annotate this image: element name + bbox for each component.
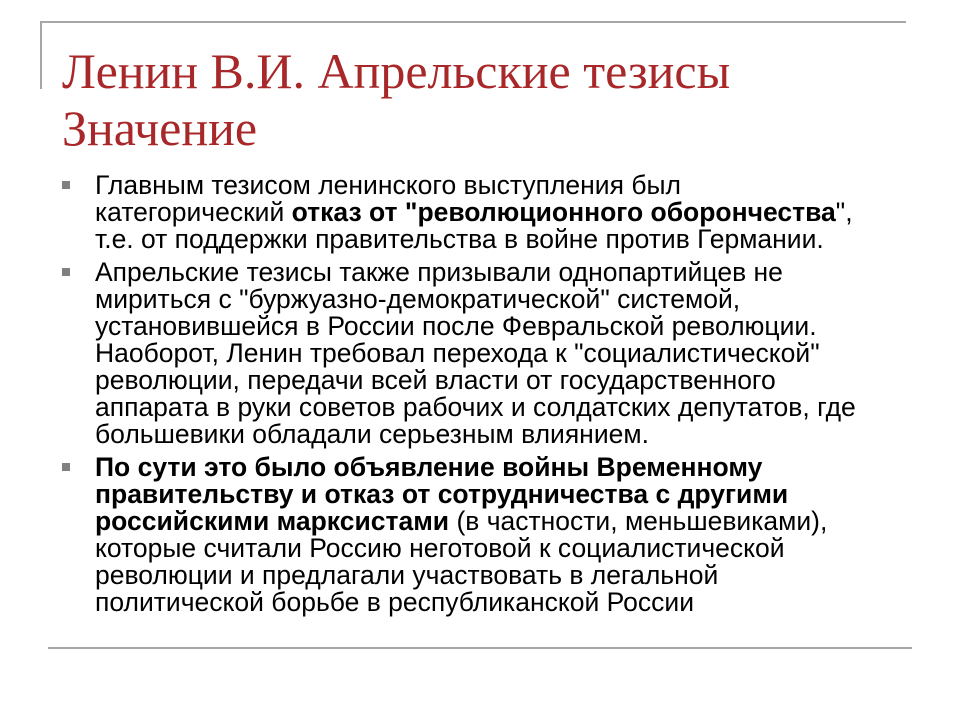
text-run: ", xyxy=(835,197,853,227)
text-line xyxy=(95,313,856,340)
slide-title xyxy=(62,43,730,157)
text-run: категорический xyxy=(95,197,292,227)
title-line-2: Значение xyxy=(62,100,258,156)
square-bullet-icon xyxy=(62,268,70,276)
text-run: политической борьбе в республиканской России xyxy=(95,587,695,617)
text-line xyxy=(95,367,856,394)
square-bullet-icon xyxy=(62,463,70,471)
bold-text-run: правительству и отказ от сотрудничества с другими xyxy=(95,479,789,509)
bold-text-run: российскими марксистами xyxy=(95,506,450,536)
bottom-rule xyxy=(48,647,912,649)
square-bullet-icon xyxy=(62,181,70,189)
text-run: мириться с "буржуазно-демократической" системой, xyxy=(95,284,741,314)
text-line xyxy=(95,199,856,226)
text-run: Наоборот, Ленин требовал перехода к "социалистической" xyxy=(95,338,820,368)
text-line xyxy=(95,508,856,535)
text-line xyxy=(95,589,856,616)
text-run: (в частности, меньшевиками), xyxy=(449,506,828,536)
left-rule xyxy=(40,21,42,89)
text-line xyxy=(95,421,856,448)
bullet-list xyxy=(95,172,856,622)
bold-text-run: отказ от "революционного оборончества xyxy=(291,197,836,227)
title-line-1: Ленин В.И. Апрельские тезисы xyxy=(62,43,731,99)
bullet-item-2 xyxy=(95,259,856,448)
text-line xyxy=(95,454,856,481)
text-line xyxy=(95,286,856,313)
text-run: которые считали Россию неготовой к социалистической xyxy=(95,533,785,563)
text-run: большевики обладали серьезным влиянием. xyxy=(95,419,649,449)
bold-text-run: По сути это было объявление войны Временному xyxy=(95,452,763,482)
text-run: революции, передачи всей власти от государственного xyxy=(95,365,776,395)
bullet-item-3 xyxy=(95,454,856,616)
text-line xyxy=(95,562,856,589)
text-run: т.е. от поддержки правительства в войне против Германии. xyxy=(95,224,824,254)
top-rule xyxy=(40,21,906,23)
text-run: революции и предлагали участвовать в легальной xyxy=(95,560,719,590)
text-run: Главным тезисом ленинского выступления был xyxy=(95,170,682,200)
text-run: Апрельские тезисы также призывали однопартийцев не xyxy=(95,257,783,287)
text-line xyxy=(95,340,856,367)
text-line xyxy=(95,394,856,421)
text-line xyxy=(95,226,856,253)
text-run: аппарата в руки советов рабочих и солдатских депутатов, где xyxy=(95,392,856,422)
text-run: установившейся в России после Февральской революции. xyxy=(95,311,817,341)
text-line xyxy=(95,481,856,508)
text-line xyxy=(95,259,856,286)
text-line xyxy=(95,172,856,199)
text-line xyxy=(95,535,856,562)
bullet-item-1 xyxy=(95,172,856,253)
